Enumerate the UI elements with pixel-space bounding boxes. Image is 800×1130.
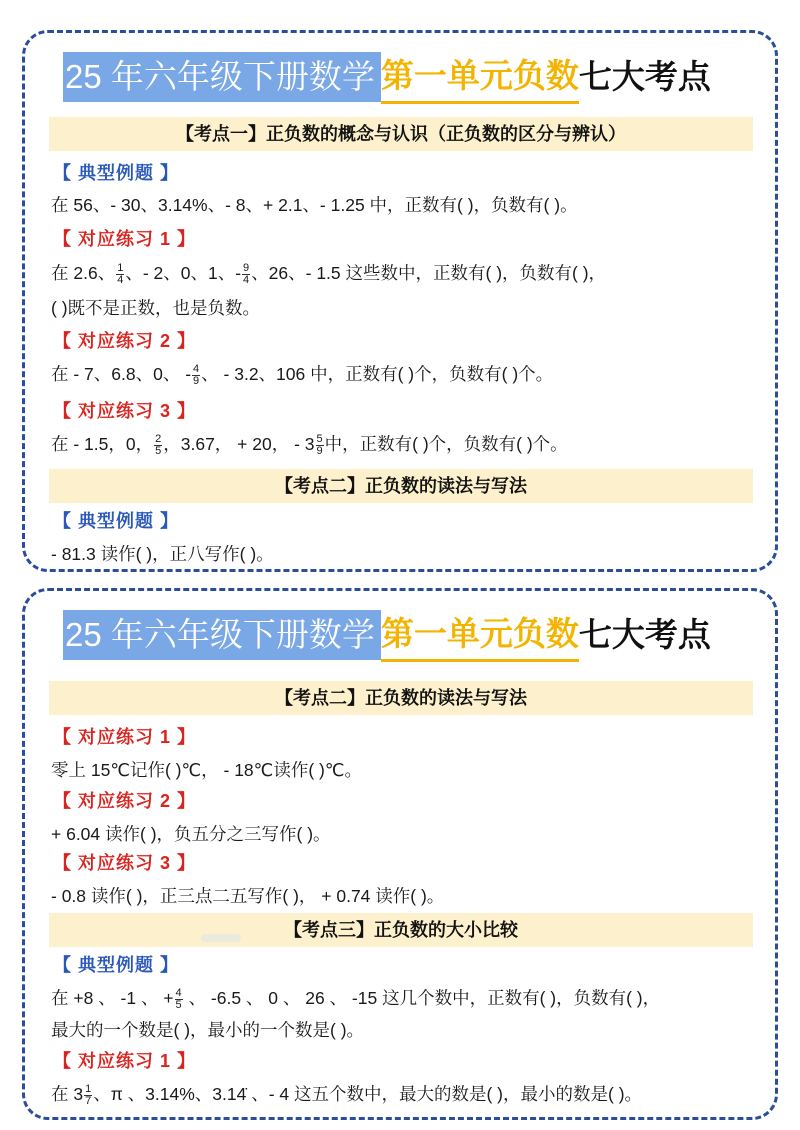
fraction: $\frac{2}{5}$ (155, 432, 162, 457)
title-unit: 第一单元负数 (381, 51, 579, 104)
fraction: $\frac{9}{4}$ (243, 261, 250, 286)
example-2-question: - 81.3 读作( )，正八写作( )。 (51, 544, 274, 564)
card-panel-2 (22, 588, 778, 1120)
section-band-1: 【考点一】正负数的概念与认识（正负数的区分与辨认） (49, 117, 753, 151)
practice-2-text-a: 在 - 7、6.8、0、 - (51, 364, 192, 384)
practice-2-text-b: 、 - 3.2、106 中，正数有( )个，负数有( )个。 (201, 364, 554, 384)
practice-1-text-b: 、- 2、0、1、- (125, 263, 242, 283)
practice-tag-4: 【 对应练习 1 】 (53, 1051, 197, 1071)
practice-2b-line: + 6.04 读作( )，负五分之三写作( )。 (51, 824, 331, 844)
page-title (63, 51, 711, 103)
fraction: $\frac{4}{9}$ (193, 362, 200, 387)
practice-3-line (51, 429, 761, 459)
example-tag-2: 【 典型例题 】 (53, 511, 180, 531)
scan-smudge (201, 934, 241, 942)
example-question: 在 56、- 30、3.14%、- 8、+ 2.1、- 1.25 中，正数有( )，负数有( )。 (51, 195, 578, 215)
practice-tag-1b: 【 对应练习 1 】 (53, 727, 197, 747)
title-grade: 25 年六年级下册数学 (63, 610, 381, 660)
example-3-line-1 (51, 983, 761, 1013)
practice-tag-2: 【 对应练习 2 】 (53, 331, 197, 351)
practice-4-text-a: 在 3 (51, 1084, 84, 1104)
title-points: 七大考点 (578, 616, 711, 653)
practice-1-text-c: 、26、- 1.5 这些数中，正数有( )，负数有( )， (251, 263, 607, 283)
section-band-4: 【考点三】正负数的大小比较 (49, 913, 753, 947)
card-panel-1 (22, 30, 778, 572)
page-title-2 (63, 609, 711, 661)
section-band-2: 【考点二】正负数的读法与写法 (49, 469, 753, 503)
fraction: $\frac{4}{5}$ (175, 986, 182, 1011)
section-band-3: 【考点二】正负数的读法与写法 (49, 681, 753, 715)
title-points: 七大考点 (578, 58, 711, 95)
practice-3-text-b: ，3.67， + 20， - 3 (163, 434, 315, 454)
practice-tag-3: 【 对应练习 3 】 (53, 401, 197, 421)
example-3-text-a: 在 +8 、 -1 、 + (51, 988, 174, 1008)
practice-3-text-c: 中，正数有( )个，负数有( )个。 (324, 434, 568, 454)
fraction: $\frac{1}{4}$ (117, 261, 124, 286)
practice-4-text-b: 、π 、3.14%、3.14̇ 、- 4 这五个数中，最大的数是( )，最小的数是( )。 (93, 1084, 643, 1104)
practice-4-line (51, 1079, 761, 1109)
practice-tag-2b: 【 对应练习 2 】 (53, 791, 197, 811)
practice-1-text-a: 在 2.6、 (51, 263, 116, 283)
practice-3-text-a: 在 - 1.5，0， (51, 434, 154, 454)
practice-tag-1: 【 对应练习 1 】 (53, 229, 197, 249)
example-tag: 【 典型例题 】 (53, 163, 180, 183)
practice-1-line-2: ( )既不是正数，也是负数。 (51, 298, 261, 318)
practice-2-line (51, 359, 761, 389)
practice-1-line-1 (51, 258, 761, 288)
fraction: $\frac{5}{9}$ (316, 432, 323, 457)
title-grade: 25 年六年级下册数学 (63, 52, 381, 102)
practice-1b-line: 零上 15℃记作( )℃， - 18℃读作( )℃。 (51, 760, 362, 780)
title-unit: 第一单元负数 (381, 609, 579, 662)
example-3-text-b: 、 -6.5 、 0 、 26 、 -15 这几个数中，正数有( )，负数有( )， (183, 988, 661, 1008)
practice-3b-line: - 0.8 读作( )，正三点二五写作( )， + 0.74 读作( )。 (51, 886, 445, 906)
fraction: $\frac{1}{7}$ (85, 1082, 92, 1107)
example-3-line-2: 最大的一个数是( )，最小的一个数是( )。 (51, 1020, 365, 1040)
example-tag-3: 【 典型例题 】 (53, 955, 180, 975)
practice-tag-3b: 【 对应练习 3 】 (53, 853, 197, 873)
